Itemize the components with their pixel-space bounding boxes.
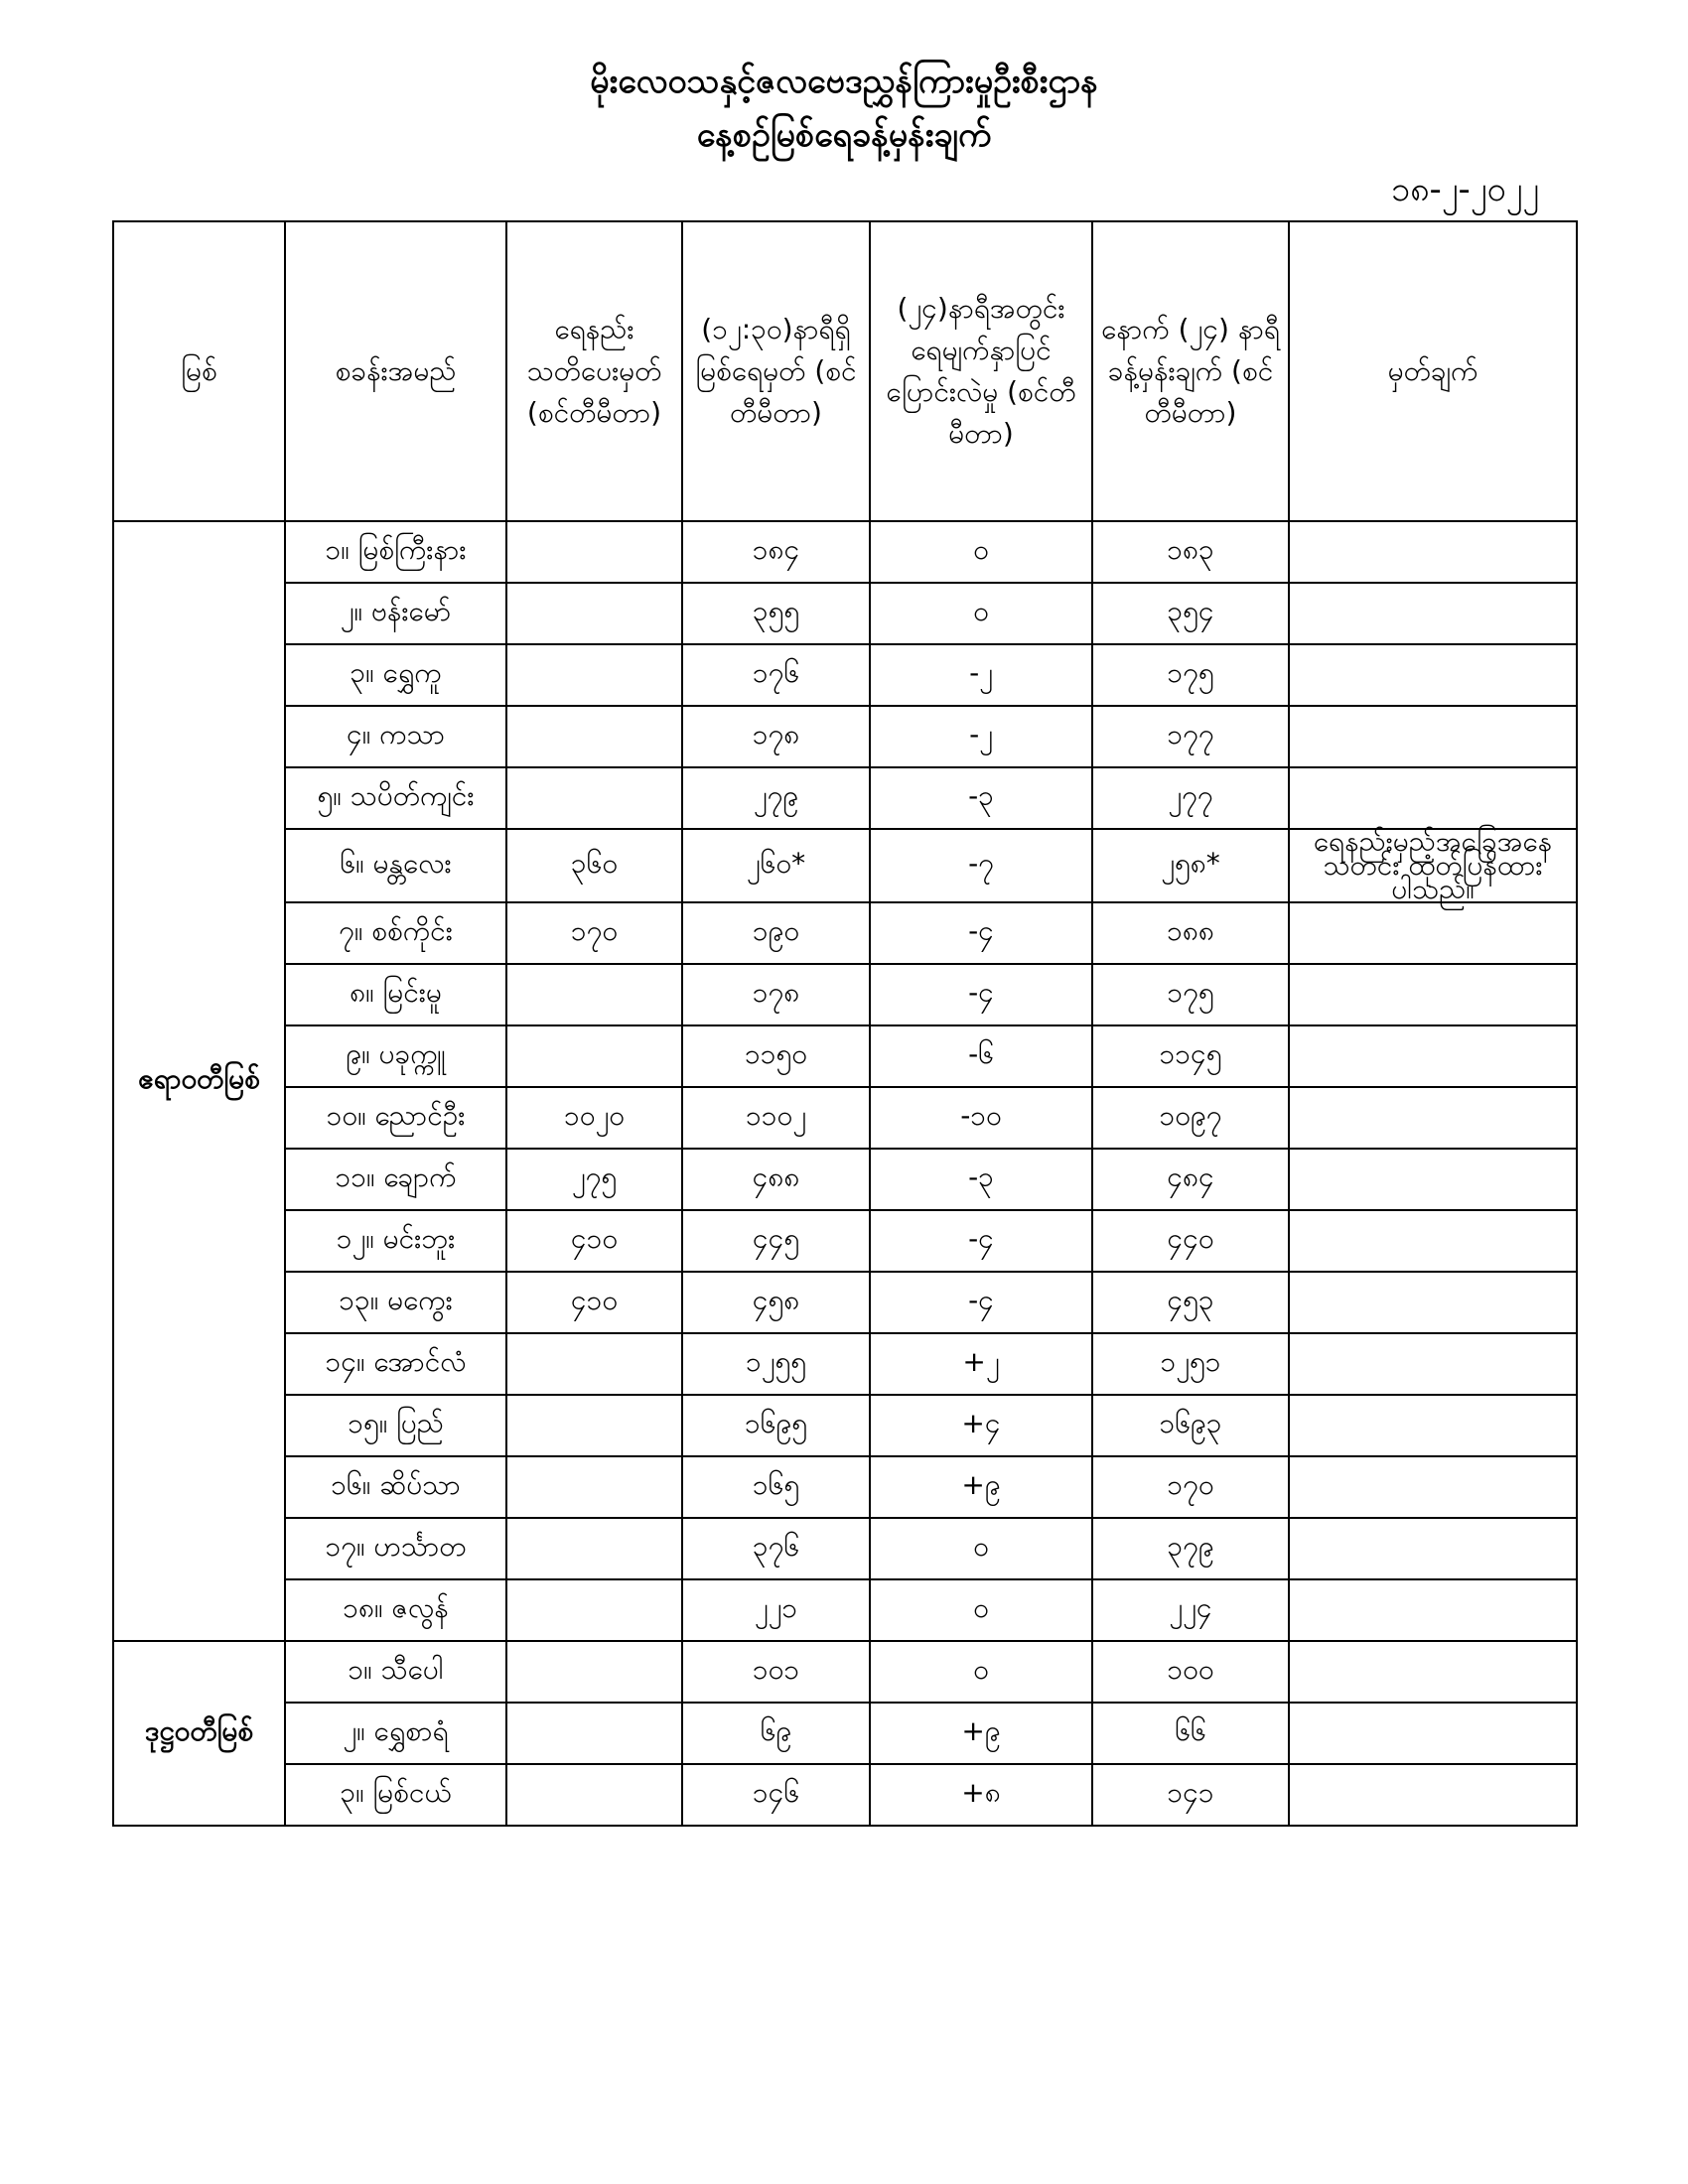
forecast-cell: ၁၁၄၅ bbox=[1092, 1025, 1289, 1087]
low-warning-cell bbox=[506, 1703, 682, 1764]
water-level-cell: ၁၀၁ bbox=[682, 1641, 870, 1703]
table-row bbox=[113, 1764, 1577, 1826]
water-level-cell: ၁၂၅၅ bbox=[682, 1333, 870, 1395]
table-row bbox=[113, 1641, 1577, 1703]
water-level-cell: ၁၆၅ bbox=[682, 1456, 870, 1518]
water-level-cell: ၁၆၉၅ bbox=[682, 1395, 870, 1456]
low-warning-cell: ၄၁၀ bbox=[506, 1210, 682, 1272]
change-cell: +၈ bbox=[870, 1764, 1092, 1826]
forecast-cell: ၂၇၇ bbox=[1092, 767, 1289, 829]
change-cell: +၄ bbox=[870, 1395, 1092, 1456]
forecast-cell: ၁၀၉၇ bbox=[1092, 1087, 1289, 1149]
remark-cell bbox=[1289, 706, 1577, 767]
station-cell: ၃။ မြစ်ငယ် bbox=[285, 1764, 506, 1826]
change-cell: -၂ bbox=[870, 706, 1092, 767]
remark-cell bbox=[1289, 1333, 1577, 1395]
station-cell: ၆။ မန္တလေး bbox=[285, 829, 506, 902]
table-row bbox=[113, 1518, 1577, 1579]
table-row bbox=[113, 902, 1577, 964]
station-cell: ၈။ မြင်းမူ bbox=[285, 964, 506, 1025]
station-cell: ၂။ ဗန်းမော် bbox=[285, 583, 506, 644]
remark-cell bbox=[1289, 1210, 1577, 1272]
table-row bbox=[113, 767, 1577, 829]
station-cell: ၁၁။ ချောက် bbox=[285, 1149, 506, 1210]
forecast-cell: ၄၄၀ bbox=[1092, 1210, 1289, 1272]
remark-cell bbox=[1289, 1025, 1577, 1087]
station-cell: ၁၇။ ဟင်္သာတ bbox=[285, 1518, 506, 1579]
water-level-cell: ၁၈၄ bbox=[682, 521, 870, 583]
low-warning-cell bbox=[506, 1641, 682, 1703]
col-header-current-level: (၁၂:၃၀)နာရီရှိ မြစ်ရေမှတ် (စင်တီမီတာ) bbox=[682, 221, 870, 521]
forecast-cell: ၁၆၉၃ bbox=[1092, 1395, 1289, 1456]
table-row bbox=[113, 1210, 1577, 1272]
river-name-cell: ဧရာဝတီမြစ် bbox=[113, 521, 285, 1641]
low-warning-cell bbox=[506, 521, 682, 583]
low-warning-cell: ၁၀၂၀ bbox=[506, 1087, 682, 1149]
low-warning-cell bbox=[506, 1395, 682, 1456]
table-body bbox=[113, 521, 1577, 1826]
low-warning-cell bbox=[506, 583, 682, 644]
water-level-cell: ၁၄၆ bbox=[682, 1764, 870, 1826]
forecast-cell: ၁၇၅ bbox=[1092, 644, 1289, 706]
change-cell: -၃ bbox=[870, 1149, 1092, 1210]
change-cell: ၀ bbox=[870, 583, 1092, 644]
station-cell: ၃။ ရွှေကူ bbox=[285, 644, 506, 706]
station-cell: ၁၅။ ပြည် bbox=[285, 1395, 506, 1456]
forecast-cell: ၄၅၃ bbox=[1092, 1272, 1289, 1333]
forecast-cell: ၁၇၅ bbox=[1092, 964, 1289, 1025]
water-level-cell: ၄၈၈ bbox=[682, 1149, 870, 1210]
table-row bbox=[113, 583, 1577, 644]
low-warning-cell bbox=[506, 1764, 682, 1826]
station-cell: ၁။ သီပေါ bbox=[285, 1641, 506, 1703]
remark-cell bbox=[1289, 1272, 1577, 1333]
remark-cell bbox=[1289, 1456, 1577, 1518]
forecast-cell: ၁၂၅၁ bbox=[1092, 1333, 1289, 1395]
forecast-cell: ၄၈၄ bbox=[1092, 1149, 1289, 1210]
low-warning-cell: ၁၇၀ bbox=[506, 902, 682, 964]
forecast-cell: ၂၂၄ bbox=[1092, 1579, 1289, 1641]
remark-cell bbox=[1289, 1149, 1577, 1210]
water-level-cell: ၁၉၀ bbox=[682, 902, 870, 964]
table-row bbox=[113, 1579, 1577, 1641]
page-subtitle: နေ့စဉ်မြစ်ရေခန့်မှန်းချက် bbox=[696, 115, 992, 155]
table-row bbox=[113, 706, 1577, 767]
table-row bbox=[113, 1456, 1577, 1518]
change-cell: ၀ bbox=[870, 1518, 1092, 1579]
change-cell: +၉ bbox=[870, 1703, 1092, 1764]
remark-cell bbox=[1289, 1579, 1577, 1641]
change-cell: ၀ bbox=[870, 1641, 1092, 1703]
station-cell: ၉။ ပခုက္ကူ bbox=[285, 1025, 506, 1087]
station-cell: ၅။ သပိတ်ကျင်း bbox=[285, 767, 506, 829]
col-header-remarks: မှတ်ချက် bbox=[1289, 221, 1577, 521]
remark-cell bbox=[1289, 1641, 1577, 1703]
station-cell: ၁၈။ ဇလွန် bbox=[285, 1579, 506, 1641]
water-level-cell: ၁၇၈ bbox=[682, 964, 870, 1025]
station-cell: ၁၂။ မင်းဘူး bbox=[285, 1210, 506, 1272]
forecast-cell: ၆၆ bbox=[1092, 1703, 1289, 1764]
table-row bbox=[113, 1395, 1577, 1456]
river-name-cell: ဒုဋ္ဌဝတီမြစ် bbox=[113, 1641, 285, 1826]
col-header-river: မြစ် bbox=[113, 221, 285, 521]
low-warning-cell: ၃၆၀ bbox=[506, 829, 682, 902]
water-level-cell: ၁၁၀၂ bbox=[682, 1087, 870, 1149]
remark-cell bbox=[1289, 583, 1577, 644]
table-row bbox=[113, 644, 1577, 706]
forecast-cell: ၂၅၈* bbox=[1092, 829, 1289, 902]
station-cell: ၄။ ကသာ bbox=[285, 706, 506, 767]
low-warning-cell bbox=[506, 1579, 682, 1641]
change-cell: -၄ bbox=[870, 902, 1092, 964]
table-row bbox=[113, 1703, 1577, 1764]
remark-cell bbox=[1289, 902, 1577, 964]
low-warning-cell bbox=[506, 1025, 682, 1087]
station-cell: ၇။ စစ်ကိုင်း bbox=[285, 902, 506, 964]
table-row bbox=[113, 1272, 1577, 1333]
forecast-cell: ၁၄၁ bbox=[1092, 1764, 1289, 1826]
change-cell: -၁၀ bbox=[870, 1087, 1092, 1149]
station-cell: ၁၆။ ဆိပ်သာ bbox=[285, 1456, 506, 1518]
remark-cell bbox=[1289, 521, 1577, 583]
station-cell: ၁၃။ မကွေး bbox=[285, 1272, 506, 1333]
change-cell: -၂ bbox=[870, 644, 1092, 706]
forecast-cell: ၃၅၄ bbox=[1092, 583, 1289, 644]
forecast-cell: ၁၀၀ bbox=[1092, 1641, 1289, 1703]
water-level-cell: ၃၇၆ bbox=[682, 1518, 870, 1579]
change-cell: +၂ bbox=[870, 1333, 1092, 1395]
forecast-cell: ၁၇၇ bbox=[1092, 706, 1289, 767]
station-cell: ၁။ မြစ်ကြီးနား bbox=[285, 521, 506, 583]
change-cell: -၃ bbox=[870, 767, 1092, 829]
water-level-cell: ၂၆၀* bbox=[682, 829, 870, 902]
table-row bbox=[113, 521, 1577, 583]
station-cell: ၁၄။ အောင်လံ bbox=[285, 1333, 506, 1395]
water-level-cell: ၄၅၈ bbox=[682, 1272, 870, 1333]
remark-cell bbox=[1289, 767, 1577, 829]
low-warning-cell bbox=[506, 644, 682, 706]
table-row bbox=[113, 1149, 1577, 1210]
station-cell: ၁၀။ ညောင်ဦး bbox=[285, 1087, 506, 1149]
remark-cell bbox=[1289, 1087, 1577, 1149]
forecast-cell: ၁၇၀ bbox=[1092, 1456, 1289, 1518]
water-level-cell: ၂၇၉ bbox=[682, 767, 870, 829]
table-row bbox=[113, 964, 1577, 1025]
remark-cell bbox=[1289, 1764, 1577, 1826]
low-warning-cell bbox=[506, 1456, 682, 1518]
water-level-cell: ၁၇၈ bbox=[682, 706, 870, 767]
report-date: ၁၈-၂-၂၀၂၂ bbox=[1390, 170, 1539, 209]
low-warning-cell bbox=[506, 964, 682, 1025]
col-header-low-warning: ရေနည်း သတိပေးမှတ် (စင်တီမီတာ) bbox=[506, 221, 682, 521]
table-row bbox=[113, 829, 1577, 902]
change-cell: -၄ bbox=[870, 964, 1092, 1025]
low-warning-cell bbox=[506, 1333, 682, 1395]
col-header-24h-change: (၂၄)နာရီအတွင်း ရေမျက်နှာပြင် ပြောင်းလဲမှု (စင်တီမီတာ) bbox=[870, 221, 1092, 521]
water-level-cell: ၃၅၅ bbox=[682, 583, 870, 644]
change-cell: -၄ bbox=[870, 1272, 1092, 1333]
change-cell: ၀ bbox=[870, 1579, 1092, 1641]
forecast-cell: ၁၈၈ bbox=[1092, 902, 1289, 964]
remark-cell bbox=[1289, 1703, 1577, 1764]
change-cell: +၉ bbox=[870, 1456, 1092, 1518]
station-cell: ၂။ ရွှေစာရံ bbox=[285, 1703, 506, 1764]
table-row bbox=[113, 1025, 1577, 1087]
change-cell: -၇ bbox=[870, 829, 1092, 902]
low-warning-cell bbox=[506, 706, 682, 767]
low-warning-cell bbox=[506, 767, 682, 829]
page-title: မိုးလေဝသနှင့်ဇလဗေဒညွှန်ကြားမှုဦးစီးဌာန bbox=[590, 62, 1098, 101]
forecast-cell: ၃၇၉ bbox=[1092, 1518, 1289, 1579]
water-level-cell: ၄၄၅ bbox=[682, 1210, 870, 1272]
water-level-cell: ၁၁၅၀ bbox=[682, 1025, 870, 1087]
water-level-cell: ၂၂၁ bbox=[682, 1579, 870, 1641]
remark-cell bbox=[1289, 1518, 1577, 1579]
low-warning-cell: ၄၁၀ bbox=[506, 1272, 682, 1333]
remark-cell: ရေနည်းမှည့်အခြေအနေသတင်း ထုတ်ပြန်ထားပါသည်။ bbox=[1289, 829, 1577, 902]
low-warning-cell: ၂၇၅ bbox=[506, 1149, 682, 1210]
header-row bbox=[113, 221, 1577, 521]
river-level-table bbox=[112, 220, 1578, 1827]
water-level-cell: ၁၇၆ bbox=[682, 644, 870, 706]
col-header-24h-forecast: နောက် (၂၄) နာရီ ခန့်မှန်းချက် (စင်တီမီတာ) bbox=[1092, 221, 1289, 521]
remark-cell bbox=[1289, 1395, 1577, 1456]
remark-cell bbox=[1289, 644, 1577, 706]
change-cell: -၄ bbox=[870, 1210, 1092, 1272]
change-cell: ၀ bbox=[870, 521, 1092, 583]
change-cell: -၆ bbox=[870, 1025, 1092, 1087]
water-level-cell: ၆၉ bbox=[682, 1703, 870, 1764]
forecast-cell: ၁၈၃ bbox=[1092, 521, 1289, 583]
remark-cell bbox=[1289, 964, 1577, 1025]
table-row bbox=[113, 1333, 1577, 1395]
col-header-station: စခန်းအမည် bbox=[285, 221, 506, 521]
low-warning-cell bbox=[506, 1518, 682, 1579]
table-row bbox=[113, 1087, 1577, 1149]
